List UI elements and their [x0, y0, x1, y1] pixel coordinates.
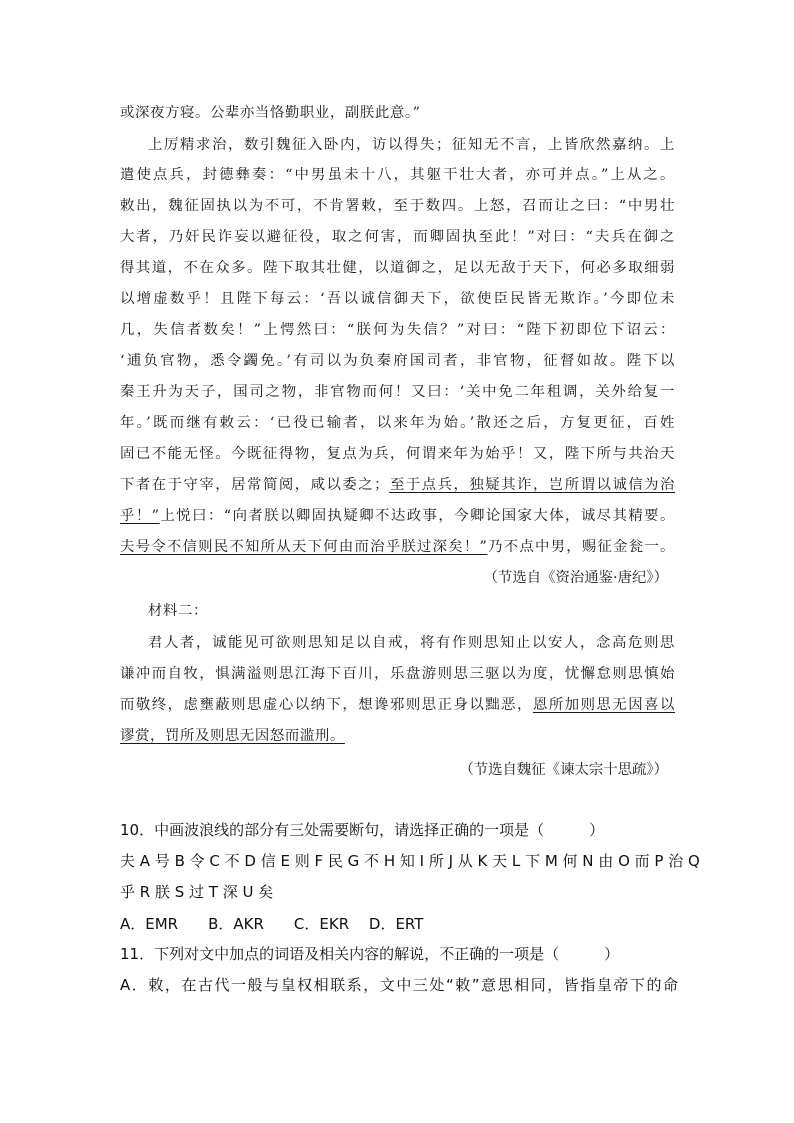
source-citation: （节选自《资治通鉴·唐纪》） — [483, 570, 668, 586]
underlined-text: 至于点兵，独疑其诈，岂所谓以诚信为治 — [389, 477, 675, 493]
passage-line: 敕出，魏征固执以为不可，不肯署敕，至于数四。上怒，召而让之曰：“中男壮 — [120, 198, 675, 214]
passage-line — [120, 475, 675, 495]
passage-text: 乃不点中男，赐征金瓮一。 — [487, 539, 675, 555]
question-11-stem: 11．下列对文中加点的词语及相关内容的解说，不正确的一项是（ ） — [120, 945, 620, 963]
source-citation: （节选自魏征《谏太宗十思疏》） — [459, 762, 668, 778]
question-10-text-line: 夫 A 号 B 令 C 不 D 信 E 则 F 民 G 不 H 知 I 所 J 从 K 天 L 下 M 何 N 由 O 而 P 治 Q — [120, 852, 700, 870]
passage-line: 或深夜方寝。公辈亦当恪勤职业，副朕此意。” — [120, 105, 421, 121]
passage-text: 下者在于守宰，居常简阅，咸以委之； — [120, 477, 390, 493]
question-10-options: A．EMR B．AKR C．EKR D．ERT — [120, 915, 424, 933]
passage-line — [120, 506, 675, 526]
passage-line: 秦王升为天子，国司之物，非官物而何！又曰：‘关中免二年租调，关外给复一 — [120, 384, 675, 400]
material-line: 君人者，诚能见可欲则思知足以自戒，将有作则思知止以安人，念高危则思 — [148, 635, 675, 651]
passage-line: 以增虚数乎！且陛下每云：‘吾以诚信御天下，欲使臣民皆无欺诈。’今即位未 — [120, 291, 675, 307]
passage-line: 固已不能无怪。今既征得物，复点为兵，何谓来年为始乎！又，陛下所与共治天 — [120, 446, 675, 462]
material-line — [120, 695, 675, 715]
passage-line — [120, 537, 675, 557]
passage-line: 遣使点兵，封德彝奏：“中男虽未十八，其躯干壮大者，亦可并点。”上从之。 — [120, 167, 675, 183]
underlined-text: 恩所加则思无因喜以 — [532, 697, 676, 713]
material-line — [120, 726, 675, 746]
question-10-text-line: 乎 R 朕 S 过 T 深 U 矣 — [120, 883, 274, 901]
passage-line: 得其道，不在众多。陛下取其壮健，以道御之，足以无敌于天下，何必多取细弱 — [120, 260, 675, 276]
material-line: 谦冲而自牧，惧满溢则思江海下百川，乐盘游则思三驱以为度，忧懈怠则思慎始 — [120, 666, 675, 682]
wavy-underlined-text: 夫号令不信则民不知所从天下何由而治乎朕过深矣！” — [120, 539, 488, 555]
material-heading: 材料二： — [148, 603, 208, 619]
passage-text: 上悦曰：“向者朕以卿固执疑卿不达政事，今卿论国家大体，诚尽其精要。 — [159, 508, 675, 524]
passage-line: ‘逋负官物，悉令蠲免。’有司以为负秦府国司者，非官物，征督如故。陛下以 — [120, 353, 675, 369]
passage-line: 上厉精求治，数引魏征入卧内，访以得失；征知无不言，上皆欣然嘉纳。上 — [148, 137, 675, 153]
question-11-option-a: A．敕，在古代一般与皇权相联系，文中三处“敕”意思相同，皆指皇帝下的命 — [120, 976, 678, 994]
underlined-text: 谬赏，罚所及则思无因怒而滥刑。 — [120, 728, 345, 744]
passage-line: 年。’既而继有敕云：‘已役已输者，以来年为始。’散还之后，方复更征，百姓 — [120, 415, 675, 431]
passage-line: 大者，乃奸民诈妄以避征役，取之何害，而卿固执至此！”对曰：“夫兵在御之 — [120, 229, 675, 245]
underlined-text: 乎！” — [120, 508, 160, 524]
material-text: 而敬终，虑壅蔽则思虚心以纳下，想谗邪则思正身以黜恶， — [120, 697, 533, 713]
passage-line: 几，失信者数矣！”上愕然曰：“朕何为失信？”对曰：“陛下初即位下诏云： — [120, 322, 675, 338]
question-10-stem: 10．中画波浪线的部分有三处需要断句，请选择正确的一项是（ ） — [120, 821, 605, 839]
